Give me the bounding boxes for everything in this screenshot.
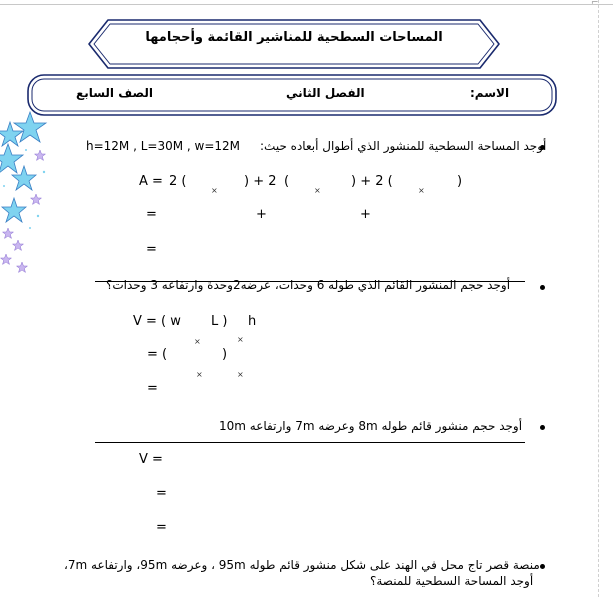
term-label: الفصل الثاني [286, 86, 365, 100]
q1-prompt: أوجد المساحة السطحية للمنشور الذي أطوال أبعاده حيث: [260, 139, 547, 153]
small-star-icon [35, 150, 46, 161]
q1-plus: + [256, 207, 267, 222]
q3-equals: = [156, 520, 167, 535]
q1-term: ) + 2 ( [351, 174, 393, 189]
q2-formula-v: V = ( w [133, 314, 181, 329]
small-star-icon [17, 262, 28, 273]
decorative-stars [0, 110, 50, 280]
page-title: المساحات السطحية للمناشير القائمة وأحجامها [145, 30, 443, 45]
star-icon [0, 144, 23, 173]
q2-term: h [248, 314, 257, 329]
grade-label: الصف السابع [76, 86, 153, 100]
q2-term: ) [222, 347, 228, 362]
small-star-icon [3, 228, 14, 239]
q3-formula-v: V = [139, 452, 163, 467]
q4-prompt-line1: منصة قصر تاج محل في الهند على شكل منشور قائم طوله 95m ، وعرضه 95m، وارتفاعه 7m، [64, 558, 540, 572]
times-symbol: × [237, 335, 244, 344]
q3-prompt: أوجد حجم منشور قائم طوله 8m وعرضه 7m وارتفاعه 10m [219, 419, 523, 433]
times-symbol: × [418, 186, 425, 195]
bullet [540, 285, 545, 290]
times-symbol: × [196, 370, 203, 379]
q3-equals: = [156, 486, 167, 501]
star-icon [14, 112, 46, 142]
q1-term: ) [457, 174, 463, 189]
times-symbol: × [237, 370, 244, 379]
q1-equals: = [146, 207, 157, 222]
name-label: الاسم: [470, 86, 510, 100]
page-right-margin [598, 0, 599, 597]
separator-line [95, 442, 525, 443]
q1-dimensions: h=12M , L=30M , w=12M [86, 139, 241, 153]
page-top-edge [0, 4, 613, 5]
q2-term: L ) [211, 314, 228, 329]
small-star-icon [13, 240, 24, 251]
times-symbol: × [211, 186, 218, 195]
q1-plus: + [360, 207, 371, 222]
q1-term: 2 ( [169, 174, 187, 189]
q2-equals: = [147, 381, 158, 396]
corner-mark: ⌐ [591, 0, 599, 8]
small-star-icon [31, 194, 42, 205]
q1-term: ) + 2 [244, 174, 277, 189]
q2-term: = ( [147, 347, 168, 362]
q1-equals: = [146, 242, 157, 257]
q1-term: ( [284, 174, 290, 189]
bullet [540, 425, 545, 430]
bullet [540, 564, 545, 569]
times-symbol: × [314, 186, 321, 195]
q4-prompt-line2: أوجد المساحة السطحية للمنصة؟ [370, 574, 534, 588]
small-star-icon [1, 254, 12, 265]
title-banner-content [86, 18, 502, 70]
star-icon [2, 198, 26, 222]
times-symbol: × [194, 337, 201, 346]
q2-prompt: أوجد حجم المنشور القائم الذي طوله 6 وحدات، عرضه2وحدة وارتفاعه 3 وحدات؟ [106, 278, 511, 292]
q1-formula-a: A = [139, 174, 163, 189]
